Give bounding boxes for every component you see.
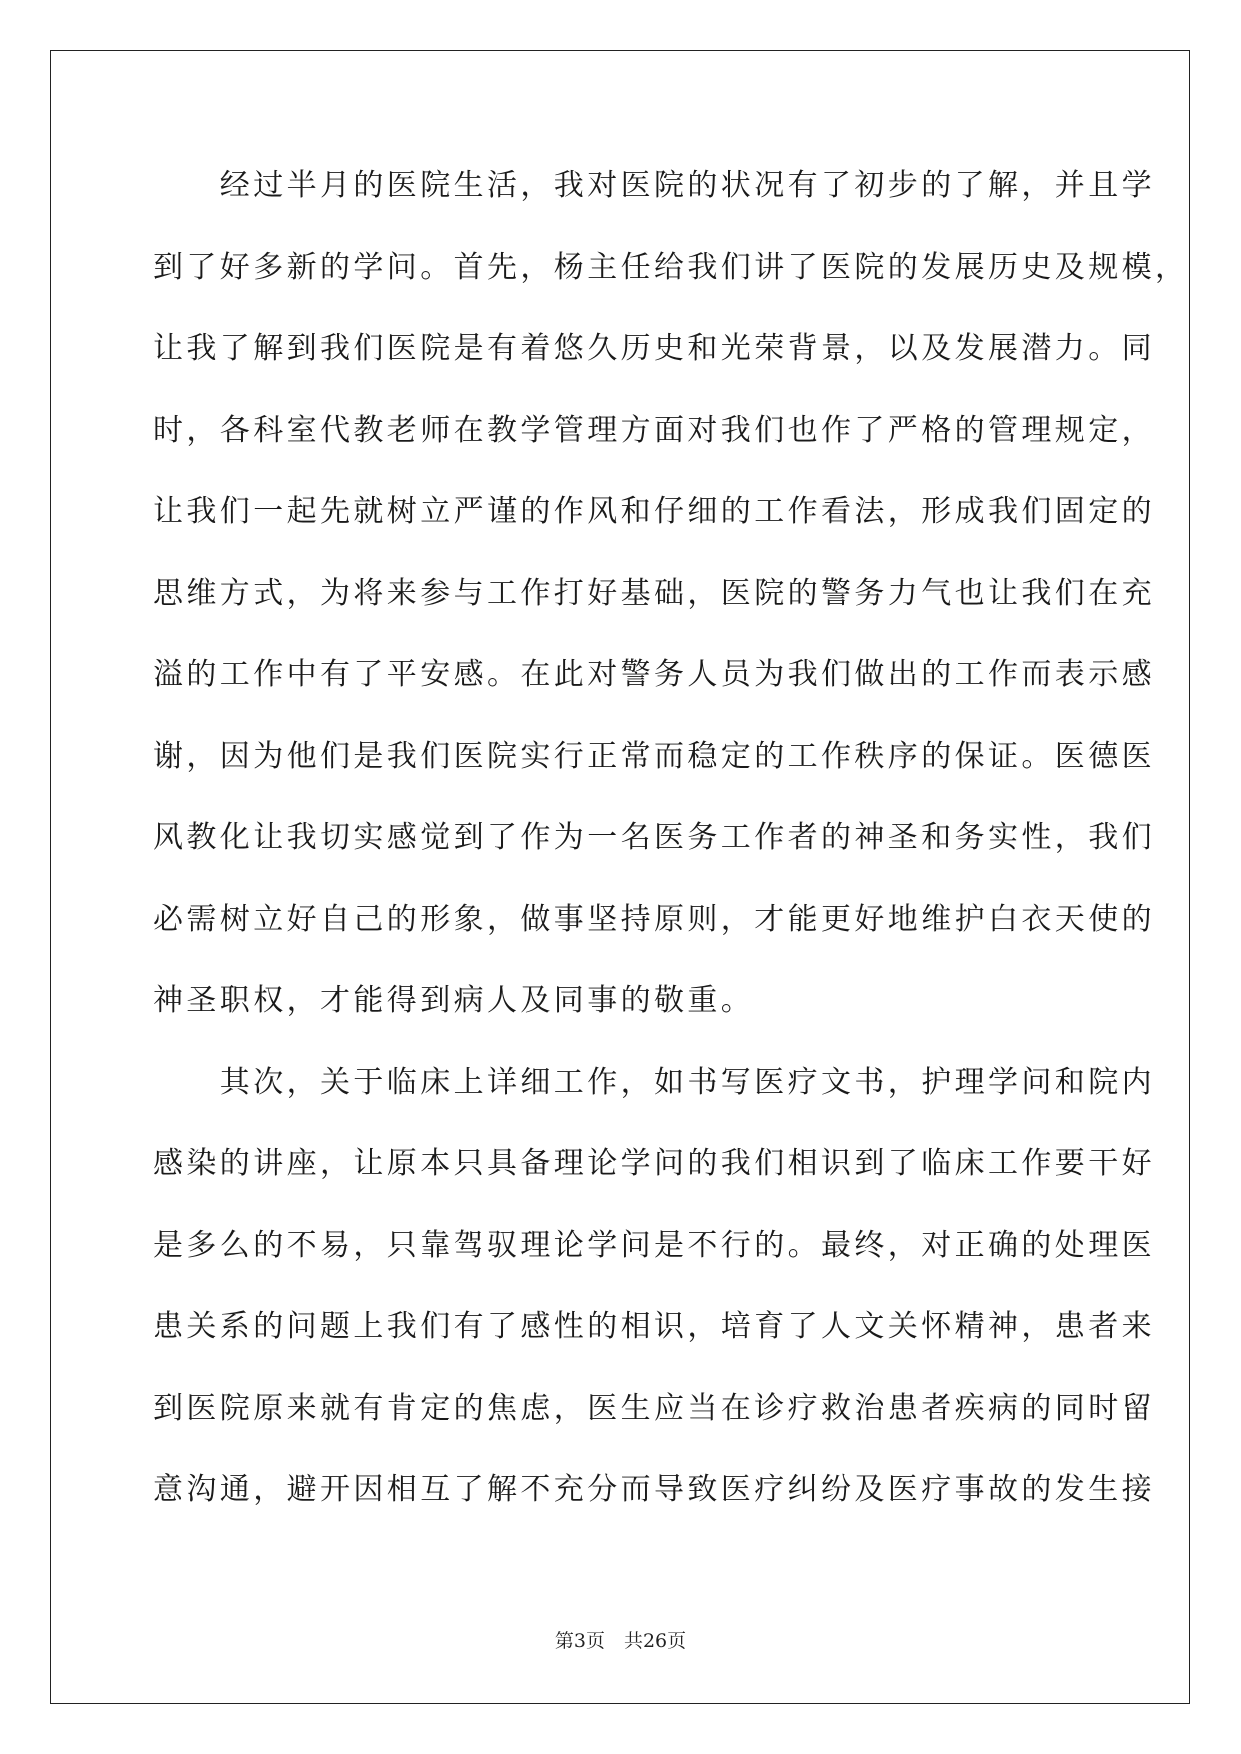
document-body xyxy=(153,162,1189,1548)
text-line: 风教化让我切实感觉到了作为一名医务工作者的神圣和务实性，我们 xyxy=(153,820,1155,855)
text-line: 思维方式，为将来参与工作打好基础，医院的警务力气也让我们在充 xyxy=(153,575,1155,611)
text-line: 到医院原来就有肯定的焦虑，医生应当在诊疗救治患者疾病的同时留 xyxy=(153,1390,1155,1426)
text-line: 经过半月的医院生活，我对医院的状况有了初步的了解，并且学 xyxy=(153,168,1155,203)
text-line: 感染的讲座，让原本只具备理论学问的我们相识到了临床工作要干好 xyxy=(153,1146,1155,1181)
text-line: 神圣职权，才能得到病人及同事的敬重。 xyxy=(153,983,755,1018)
text-line: 让我们一起先就树立严谨的作风和仔细的工作看法，形成我们固定的 xyxy=(153,494,1155,529)
text-line: 是多么的不易，只靠驾驭理论学问是不行的。最终，对正确的处理医 xyxy=(153,1227,1155,1263)
page-number-footer: 第3页 共26页 xyxy=(554,1630,687,1652)
text-line: 意沟通，避开因相互了解不充分而导致医疗纠纷及医疗事故的发生接 xyxy=(153,1472,1155,1507)
text-line: 时，各科室代教老师在教学管理方面对我们也作了严格的管理规定， xyxy=(153,412,1155,448)
text-line: 其次，关于临床上详细工作，如书写医疗文书，护理学问和院内 xyxy=(153,1064,1155,1100)
text-line: 让我了解到我们医院是有着悠久历史和光荣背景，以及发展潜力。同 xyxy=(153,331,1155,366)
text-line: 溢的工作中有了平安感。在此对警务人员为我们做出的工作而表示感 xyxy=(153,657,1155,692)
text-line: 患关系的问题上我们有了感性的相识，培育了人文关怀精神，患者来 xyxy=(153,1309,1155,1344)
text-line: 到了好多新的学问。首先，杨主任给我们讲了医院的发展历史及规模， xyxy=(153,249,1189,285)
text-line: 必需树立好自己的形象，做事坚持原则，才能更好地维护白衣天使的 xyxy=(153,901,1155,937)
text-line: 谢，因为他们是我们医院实行正常而稳定的工作秩序的保证。医德医 xyxy=(153,738,1155,774)
